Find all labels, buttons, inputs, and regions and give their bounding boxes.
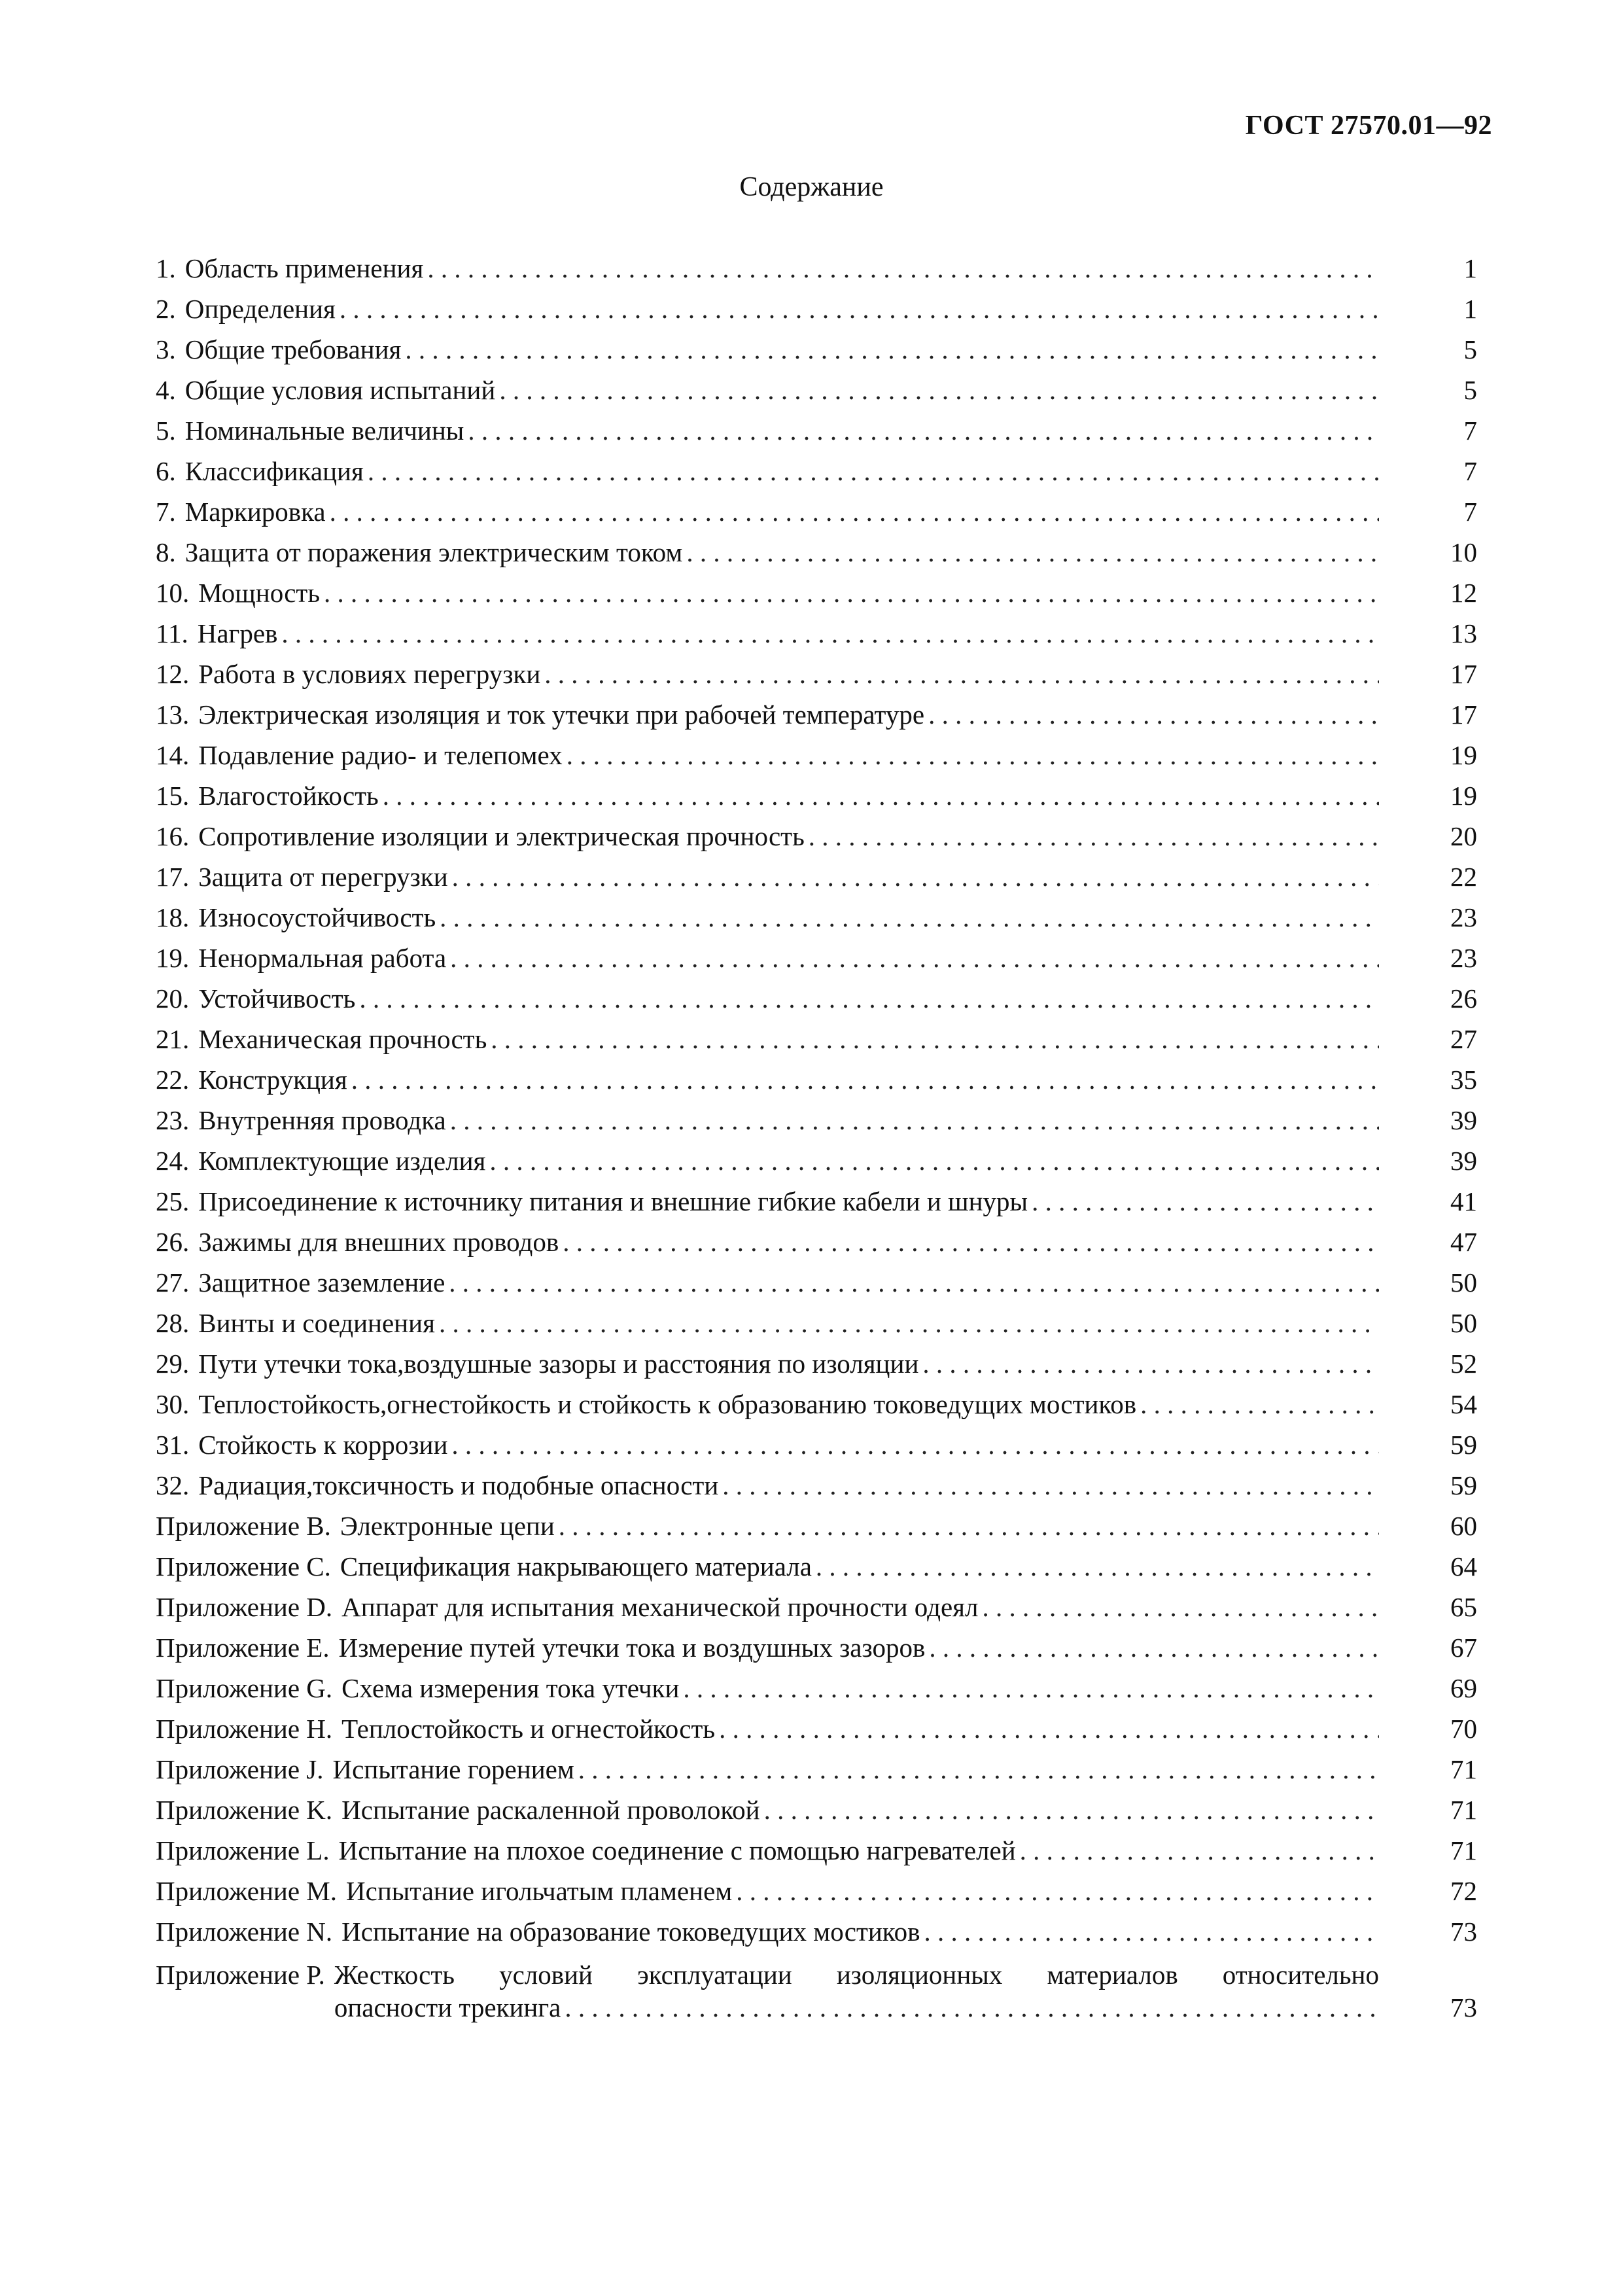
toc-entry-label: Комплектующие изделия bbox=[198, 1146, 486, 1176]
toc-entry-text bbox=[156, 248, 1379, 289]
toc-entry-number: 7. bbox=[156, 497, 176, 527]
toc-entry-text bbox=[156, 654, 1379, 694]
toc-entry-number: 30. bbox=[156, 1389, 190, 1419]
toc-entry-number: 28. bbox=[156, 1308, 190, 1338]
toc-entry-text bbox=[156, 1587, 1379, 1627]
toc-entry-page: 7 bbox=[1463, 456, 1477, 486]
toc-entry-text bbox=[156, 329, 1379, 370]
toc-entry-number: Приложение Е. bbox=[156, 1633, 330, 1663]
toc-entry-label: Электронные цепи bbox=[340, 1511, 555, 1541]
toc-entry-number: 5. bbox=[156, 415, 176, 446]
toc-entry[interactable] bbox=[156, 978, 1477, 1019]
dot-leader bbox=[922, 1343, 1379, 1384]
toc-entry-label: Защита от поражения электрическим током bbox=[184, 537, 683, 567]
toc-entry-number: Приложение Н. bbox=[156, 1714, 333, 1744]
toc-entry-page: 26 bbox=[1450, 983, 1477, 1014]
toc-entry-number: Приложение N. bbox=[156, 1916, 333, 1947]
toc-entry-page: 41 bbox=[1450, 1186, 1477, 1216]
toc-entry-number: 20. bbox=[156, 983, 190, 1014]
dot-leader bbox=[359, 978, 1379, 1019]
toc-entry-text bbox=[156, 1958, 1379, 2024]
toc-entry[interactable] bbox=[156, 1303, 1477, 1343]
toc-entry[interactable] bbox=[156, 329, 1477, 370]
toc-entry-number: 2. bbox=[156, 294, 176, 324]
toc-entry-label: Схема измерения тока утечки bbox=[341, 1673, 680, 1703]
toc-entry-page: 5 bbox=[1463, 375, 1477, 405]
toc-entry-text bbox=[156, 1303, 1379, 1343]
dot-leader bbox=[686, 532, 1379, 573]
toc-entry[interactable] bbox=[156, 451, 1477, 491]
toc-entry-label: Устойчивость bbox=[198, 983, 356, 1014]
toc-entry-text bbox=[156, 1140, 1379, 1181]
toc-entry-number: Приложение M. bbox=[156, 1876, 338, 1906]
toc-entry-text bbox=[156, 1059, 1379, 1100]
toc-entry-number: 10. bbox=[156, 578, 190, 608]
toc-entry-label: Ненормальная работа bbox=[198, 943, 447, 973]
toc-entry-label-block bbox=[334, 1958, 1379, 2024]
toc-entry-label: Жесткость условий эксплуатации изоляционных материалов относительно bbox=[334, 1960, 1379, 1990]
toc-entry[interactable] bbox=[156, 1587, 1477, 1627]
toc-entry-text bbox=[156, 1019, 1379, 1059]
dot-leader bbox=[544, 654, 1379, 694]
dot-leader bbox=[450, 1100, 1379, 1140]
toc-entry[interactable] bbox=[156, 1952, 1477, 2024]
toc-entry-label: Маркировка bbox=[184, 497, 326, 527]
toc-entry-number: Приложение С. bbox=[156, 1551, 331, 1581]
toc-entry-number: 6. bbox=[156, 456, 176, 486]
toc-entry-label: Нагрев bbox=[197, 618, 278, 648]
toc-entry[interactable] bbox=[156, 1627, 1477, 1668]
toc-entry-number: 14. bbox=[156, 740, 190, 770]
toc-entry-number: Приложение J. bbox=[156, 1754, 324, 1784]
toc-entry-label: опасности трекинга bbox=[334, 1992, 561, 2022]
dot-leader bbox=[924, 1911, 1380, 1952]
toc-entry-text bbox=[156, 1546, 1379, 1587]
toc-entry-label: Испытание горением bbox=[332, 1754, 574, 1784]
toc-entry[interactable] bbox=[156, 654, 1477, 694]
toc-entry-page: 70 bbox=[1450, 1714, 1477, 1744]
toc-entry[interactable] bbox=[156, 1790, 1477, 1830]
toc-entry-label: Общие условия испытаний bbox=[184, 375, 496, 405]
toc-entry-number: 11. bbox=[156, 618, 188, 648]
dot-leader bbox=[559, 1506, 1379, 1546]
toc-entry-label: Присоединение к источнику питания и внешние гибкие кабели и шнуры bbox=[198, 1186, 1028, 1216]
toc-entry-label: Подавление радио- и телепомех bbox=[198, 740, 563, 770]
toc-entry-text bbox=[156, 532, 1379, 573]
toc-entry-label: Определения bbox=[184, 294, 336, 324]
dot-leader bbox=[565, 1991, 1379, 2024]
toc-entry-text bbox=[156, 1181, 1379, 1222]
toc-entry-page: 1 bbox=[1463, 253, 1477, 283]
toc-entry-label: Влагостойкость bbox=[198, 781, 379, 811]
toc-entry-label: Измерение путей утечки тока и воздушных зазоров bbox=[338, 1633, 926, 1663]
toc-entry-page: 22 bbox=[1450, 862, 1477, 892]
toc-entry-page: 39 bbox=[1450, 1105, 1477, 1135]
toc-entry[interactable] bbox=[156, 1911, 1477, 1952]
toc-entry-number: 31. bbox=[156, 1430, 190, 1460]
toc-entry[interactable] bbox=[156, 491, 1477, 532]
toc-entry[interactable] bbox=[156, 1181, 1477, 1222]
dot-leader bbox=[929, 1627, 1379, 1668]
dot-leader bbox=[451, 1424, 1379, 1465]
toc-entry-page: 27 bbox=[1450, 1024, 1477, 1054]
dot-leader bbox=[683, 1668, 1379, 1708]
toc-entry-page: 52 bbox=[1450, 1349, 1477, 1379]
toc-entry-text bbox=[156, 410, 1379, 451]
toc-title: Содержание bbox=[739, 172, 884, 202]
toc-entry-label: Мощность bbox=[198, 578, 321, 608]
dot-leader bbox=[324, 573, 1379, 613]
toc-entry-page: 35 bbox=[1450, 1065, 1477, 1095]
dot-leader bbox=[578, 1749, 1379, 1790]
toc-entry-label: Внутренняя проводка bbox=[198, 1105, 446, 1135]
dot-leader bbox=[1140, 1384, 1379, 1424]
toc-entry[interactable] bbox=[156, 1506, 1477, 1546]
toc-entry[interactable] bbox=[156, 1140, 1477, 1181]
dot-leader bbox=[983, 1587, 1379, 1627]
toc-entry[interactable] bbox=[156, 1424, 1477, 1465]
toc-entry-text bbox=[156, 1384, 1379, 1424]
toc-entry-number: Приложение D. bbox=[156, 1592, 333, 1622]
toc-entry-page: 19 bbox=[1450, 781, 1477, 811]
toc-entry[interactable] bbox=[156, 1384, 1477, 1424]
dot-leader bbox=[736, 1871, 1379, 1911]
toc-entry-page: 7 bbox=[1463, 497, 1477, 527]
toc-entry[interactable] bbox=[156, 857, 1477, 897]
toc-entry[interactable] bbox=[156, 1343, 1477, 1384]
toc-entry-text bbox=[156, 938, 1379, 978]
dot-leader bbox=[489, 1140, 1379, 1181]
toc-entry-text bbox=[156, 694, 1379, 735]
dot-leader bbox=[383, 775, 1379, 816]
toc-entry-number: 22. bbox=[156, 1065, 190, 1095]
toc-entry[interactable] bbox=[156, 897, 1477, 938]
toc-entry[interactable] bbox=[156, 1100, 1477, 1140]
toc-entry-page: 23 bbox=[1450, 943, 1477, 973]
toc-entry-text bbox=[156, 1749, 1379, 1790]
toc-entry-page: 50 bbox=[1450, 1267, 1477, 1298]
toc-entry-label: Общие требования bbox=[184, 334, 402, 364]
toc-entry-number: 25. bbox=[156, 1186, 190, 1216]
toc-entry[interactable] bbox=[156, 1059, 1477, 1100]
toc-entry-text bbox=[156, 370, 1379, 410]
toc-entry[interactable] bbox=[156, 735, 1477, 775]
toc-entry-page: 73 bbox=[1450, 1992, 1477, 2022]
toc-entry-text bbox=[156, 1343, 1379, 1384]
toc-entry-number: 8. bbox=[156, 537, 176, 567]
dot-leader bbox=[1020, 1830, 1379, 1871]
toc-entry-number: 17. bbox=[156, 862, 190, 892]
toc-entry-label: Сопротивление изоляции и электрическая прочность bbox=[198, 821, 805, 851]
toc-entry-text bbox=[156, 451, 1379, 491]
toc-entry-page: 39 bbox=[1450, 1146, 1477, 1176]
toc-entry-label: Радиация,токсичность и подобные опасности bbox=[198, 1470, 719, 1500]
dot-leader bbox=[281, 613, 1379, 654]
toc-entry-label: Винты и соединения bbox=[198, 1308, 435, 1338]
toc-entry[interactable] bbox=[156, 1262, 1477, 1303]
toc-entry[interactable] bbox=[156, 1668, 1477, 1708]
toc-entry-label: Теплостойкость и огнестойкость bbox=[341, 1714, 716, 1744]
dot-leader bbox=[816, 1546, 1379, 1587]
toc-entry-page: 50 bbox=[1450, 1308, 1477, 1338]
toc-entry[interactable] bbox=[156, 613, 1477, 654]
toc-entry-text bbox=[156, 1830, 1379, 1871]
dot-leader bbox=[440, 897, 1379, 938]
toc-entry[interactable] bbox=[156, 1871, 1477, 1911]
toc-entry-page: 59 bbox=[1450, 1470, 1477, 1500]
toc-entry-page: 7 bbox=[1463, 415, 1477, 446]
toc-entry[interactable] bbox=[156, 816, 1477, 857]
toc-entry-number: Приложение G. bbox=[156, 1673, 333, 1703]
toc-entry[interactable] bbox=[156, 1019, 1477, 1059]
toc-entry-number: 3. bbox=[156, 334, 176, 364]
toc-entry-page: 64 bbox=[1450, 1551, 1477, 1581]
toc-entry-number: Приложение P. bbox=[156, 1960, 325, 1990]
toc-entry-page: 71 bbox=[1450, 1795, 1477, 1825]
toc-entry-number: 32. bbox=[156, 1470, 190, 1500]
toc-entry[interactable] bbox=[156, 938, 1477, 978]
dot-leader bbox=[340, 289, 1379, 329]
toc-entry[interactable] bbox=[156, 410, 1477, 451]
toc-entry-number: 26. bbox=[156, 1227, 190, 1257]
toc-entry-page: 47 bbox=[1450, 1227, 1477, 1257]
toc-entry-label: Механическая прочность bbox=[198, 1024, 487, 1054]
dot-leader bbox=[491, 1019, 1379, 1059]
toc-entry-number: 12. bbox=[156, 659, 190, 689]
toc-entry-label-continuation bbox=[334, 1991, 1379, 2024]
dot-leader bbox=[499, 370, 1379, 410]
toc-entry-page: 67 bbox=[1450, 1633, 1477, 1663]
toc-entry[interactable] bbox=[156, 1222, 1477, 1262]
toc-entry-number: 15. bbox=[156, 781, 190, 811]
toc-entry-page: 71 bbox=[1450, 1835, 1477, 1865]
dot-leader bbox=[449, 1262, 1379, 1303]
toc-entry[interactable] bbox=[156, 573, 1477, 613]
toc-entry[interactable] bbox=[156, 532, 1477, 573]
toc-entry-page: 69 bbox=[1450, 1673, 1477, 1703]
toc-entry[interactable] bbox=[156, 1465, 1477, 1506]
toc-entry-text bbox=[156, 1262, 1379, 1303]
dot-leader bbox=[405, 329, 1379, 370]
toc-entry[interactable] bbox=[156, 775, 1477, 816]
toc-entry-label: Зажимы для внешних проводов bbox=[198, 1227, 559, 1257]
toc-entry-label: Электрическая изоляция и ток утечки при рабочей температуре bbox=[198, 699, 925, 730]
toc-entry[interactable] bbox=[156, 248, 1477, 289]
toc-entry-text bbox=[156, 816, 1379, 857]
toc-entry-page: 23 bbox=[1450, 902, 1477, 932]
toc-entry-number: 19. bbox=[156, 943, 190, 973]
toc-entry[interactable] bbox=[156, 370, 1477, 410]
toc-entry-text bbox=[156, 897, 1379, 938]
toc-entry-label: Испытание на образование токоведущих мостиков bbox=[341, 1916, 920, 1947]
toc-entry-text bbox=[156, 491, 1379, 532]
dot-leader bbox=[427, 248, 1379, 289]
toc-entry-label: Область применения bbox=[184, 253, 424, 283]
toc-entry-label: Аппарат для испытания механической прочности одеял bbox=[341, 1592, 979, 1622]
toc-entry-text bbox=[156, 1790, 1379, 1830]
dot-leader bbox=[567, 735, 1379, 775]
toc-entry-page: 12 bbox=[1450, 578, 1477, 608]
toc-entry-page: 5 bbox=[1463, 334, 1477, 364]
toc-entry-page: 20 bbox=[1450, 821, 1477, 851]
toc-entry-number: 29. bbox=[156, 1349, 190, 1379]
toc-entry[interactable] bbox=[156, 694, 1477, 735]
toc-entry-number: Приложение L. bbox=[156, 1835, 330, 1865]
toc-entry-number: 4. bbox=[156, 375, 176, 405]
toc-entry-label: Испытание раскаленной проволокой bbox=[341, 1795, 760, 1825]
dot-leader bbox=[450, 938, 1379, 978]
toc-entry-text bbox=[156, 1911, 1379, 1952]
toc-entry-text bbox=[156, 1506, 1379, 1546]
dot-leader bbox=[468, 410, 1379, 451]
dot-leader bbox=[719, 1708, 1379, 1749]
toc-entry-page: 19 bbox=[1450, 740, 1477, 770]
dot-leader bbox=[764, 1790, 1379, 1830]
toc-entry-text bbox=[156, 1668, 1379, 1708]
toc-entry-label: Износоустойчивость bbox=[198, 902, 436, 932]
toc-entry-label: Защитное заземление bbox=[198, 1267, 445, 1298]
toc-entry-page: 71 bbox=[1450, 1754, 1477, 1784]
toc-entry-label: Стойкость к коррозии bbox=[198, 1430, 448, 1460]
dot-leader bbox=[1032, 1181, 1379, 1222]
toc-entry-page: 17 bbox=[1450, 699, 1477, 730]
toc-entry-text bbox=[156, 573, 1379, 613]
toc-entry-page: 59 bbox=[1450, 1430, 1477, 1460]
toc-entry-text bbox=[156, 978, 1379, 1019]
dot-leader bbox=[368, 451, 1379, 491]
toc-entry-text bbox=[156, 1424, 1379, 1465]
toc-entry-page: 17 bbox=[1450, 659, 1477, 689]
toc-entry-page: 10 bbox=[1450, 537, 1477, 567]
toc-entry-label: Пути утечки тока,воздушные зазоры и расстояния по изоляции bbox=[198, 1349, 919, 1379]
toc-entry-number: Приложение В. bbox=[156, 1511, 331, 1541]
toc-entry[interactable] bbox=[156, 1749, 1477, 1790]
toc-entry[interactable] bbox=[156, 1830, 1477, 1871]
toc-entry[interactable] bbox=[156, 1708, 1477, 1749]
toc-entry-page: 13 bbox=[1450, 618, 1477, 648]
dot-leader bbox=[809, 816, 1379, 857]
toc-entry-page: 73 bbox=[1450, 1916, 1477, 1947]
toc-entry[interactable] bbox=[156, 1546, 1477, 1587]
toc-entry-text bbox=[156, 1871, 1379, 1911]
toc-entry-label: Номинальные величины bbox=[184, 415, 464, 446]
toc-entry-page: 54 bbox=[1450, 1389, 1477, 1419]
toc-entry[interactable] bbox=[156, 289, 1477, 329]
toc-entry-text bbox=[156, 613, 1379, 654]
toc-entry-page: 1 bbox=[1463, 294, 1477, 324]
standard-header: ГОСТ 27570.01—92 bbox=[1245, 111, 1492, 141]
toc-entry-number: 23. bbox=[156, 1105, 190, 1135]
toc-entry-label: Испытание на плохое соединение с помощью нагревателей bbox=[338, 1835, 1016, 1865]
toc-list bbox=[156, 248, 1477, 2024]
toc-entry-number: Приложение K. bbox=[156, 1795, 333, 1825]
toc-entry-label: Работа в условиях перегрузки bbox=[198, 659, 541, 689]
toc-entry-text bbox=[156, 1465, 1379, 1506]
toc-entry-number: 13. bbox=[156, 699, 190, 730]
toc-entry-label: Классификация bbox=[184, 456, 364, 486]
toc-entry-label: Конструкция bbox=[198, 1065, 347, 1095]
dot-leader bbox=[563, 1222, 1379, 1262]
toc-entry-text bbox=[156, 289, 1379, 329]
toc-entry-label: Защита от перегрузки bbox=[198, 862, 448, 892]
toc-entry-text bbox=[156, 775, 1379, 816]
dot-leader bbox=[439, 1303, 1379, 1343]
toc-entry-label: Спецификация накрывающего материала bbox=[340, 1551, 812, 1581]
toc-entry-text bbox=[156, 1100, 1379, 1140]
toc-entry-number: 1. bbox=[156, 253, 176, 283]
toc-entry-page: 60 bbox=[1450, 1511, 1477, 1541]
toc-entry-number: 18. bbox=[156, 902, 190, 932]
toc-entry-number: 27. bbox=[156, 1267, 190, 1298]
dot-leader bbox=[452, 857, 1379, 897]
toc-entry-page: 72 bbox=[1450, 1876, 1477, 1906]
toc-entry-number: 21. bbox=[156, 1024, 190, 1054]
toc-entry-label: Теплостойкость,огнестойкость и стойкость к образованию токоведущих мостиков bbox=[198, 1389, 1137, 1419]
toc-entry-page: 65 bbox=[1450, 1592, 1477, 1622]
toc-entry-text bbox=[156, 1222, 1379, 1262]
dot-leader bbox=[330, 491, 1379, 532]
toc-entry-text bbox=[156, 735, 1379, 775]
dot-leader bbox=[722, 1465, 1379, 1506]
toc-entry-number: 24. bbox=[156, 1146, 190, 1176]
dot-leader bbox=[351, 1059, 1379, 1100]
toc-entry-text bbox=[156, 1708, 1379, 1749]
dot-leader bbox=[928, 694, 1379, 735]
toc-entry-label: Испытание игольчатым пламенем bbox=[346, 1876, 733, 1906]
toc-entry-text bbox=[156, 857, 1379, 897]
toc-entry-text bbox=[156, 1627, 1379, 1668]
toc-entry-number: 16. bbox=[156, 821, 190, 851]
